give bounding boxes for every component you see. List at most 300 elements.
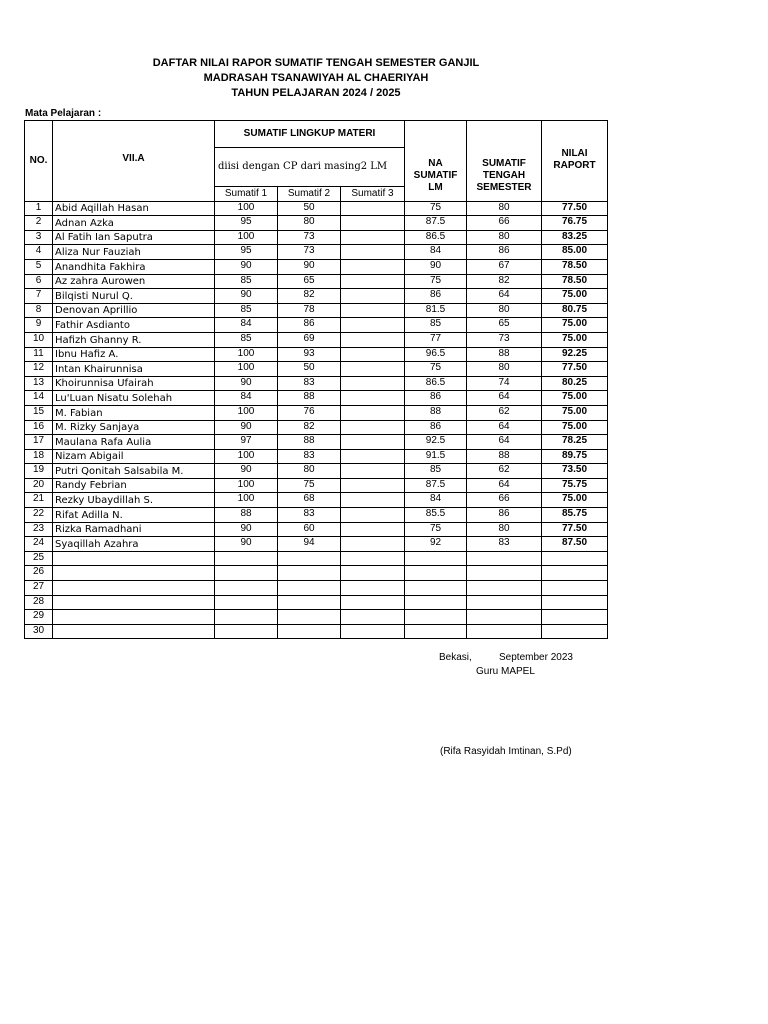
nilai-raport-score: 80.75 xyxy=(542,303,608,318)
sumatif-3-score xyxy=(341,522,405,537)
student-name: M. Fabian xyxy=(53,405,215,420)
sts-score: 64 xyxy=(467,391,542,406)
table-row xyxy=(25,624,608,639)
sts-score xyxy=(467,566,542,581)
sumatif-1-score: 100 xyxy=(215,362,278,377)
sumatif-2-score: 69 xyxy=(278,332,341,347)
na-sumatif-score xyxy=(405,551,467,566)
table-row xyxy=(25,435,608,450)
sumatif-3-score xyxy=(341,347,405,362)
student-name: Rizka Ramadhani xyxy=(53,522,215,537)
signature-role: Guru MAPEL xyxy=(476,666,535,677)
sumatif-3-score xyxy=(341,478,405,493)
sumatif-1-score: 90 xyxy=(215,537,278,552)
sumatif-1-score: 90 xyxy=(215,464,278,479)
sumatif-2-score: 86 xyxy=(278,318,341,333)
row-number: 28 xyxy=(25,595,53,610)
na-sumatif-score: 81.5 xyxy=(405,303,467,318)
student-name: Rezky Ubaydillah S. xyxy=(53,493,215,508)
sumatif-1-score: 97 xyxy=(215,435,278,450)
student-name: Randy Febrian xyxy=(53,478,215,493)
student-name: Putri Qonitah Salsabila M. xyxy=(53,464,215,479)
sumatif-1-score xyxy=(215,566,278,581)
na-sumatif-score: 75 xyxy=(405,274,467,289)
table-row xyxy=(25,289,608,304)
sumatif-3-score xyxy=(341,551,405,566)
sts-score xyxy=(467,624,542,639)
sumatif-1-score xyxy=(215,595,278,610)
student-name: Syaqillah Azahra xyxy=(53,537,215,552)
sumatif-3-score xyxy=(341,259,405,274)
student-name xyxy=(53,610,215,625)
student-name: Lu'Luan Nisatu Solehah xyxy=(53,391,215,406)
nilai-raport-score: 75.75 xyxy=(542,478,608,493)
document-title-block xyxy=(0,56,632,101)
nilai-raport-score: 77.50 xyxy=(542,201,608,216)
row-number: 2 xyxy=(25,216,53,231)
sumatif-2-score: 68 xyxy=(278,493,341,508)
student-name: Adnan Azka xyxy=(53,216,215,231)
na-sumatif-score xyxy=(405,566,467,581)
sumatif-1-score: 84 xyxy=(215,318,278,333)
row-number: 8 xyxy=(25,303,53,318)
sumatif-2-score: 50 xyxy=(278,201,341,216)
header-class: VII.A xyxy=(53,121,215,202)
sumatif-1-score xyxy=(215,610,278,625)
sumatif-1-score: 90 xyxy=(215,376,278,391)
sumatif-3-score xyxy=(341,508,405,523)
student-name xyxy=(53,595,215,610)
sumatif-3-score xyxy=(341,216,405,231)
sumatif-2-score: 88 xyxy=(278,391,341,406)
sumatif-1-score: 85 xyxy=(215,303,278,318)
row-number: 21 xyxy=(25,493,53,508)
grade-rows xyxy=(25,201,608,639)
na-sumatif-score: 86 xyxy=(405,391,467,406)
row-number: 12 xyxy=(25,362,53,377)
row-number: 4 xyxy=(25,245,53,260)
na-sumatif-score: 88 xyxy=(405,405,467,420)
na-sumatif-score: 92.5 xyxy=(405,435,467,450)
table-row xyxy=(25,259,608,274)
row-number: 10 xyxy=(25,332,53,347)
sts-score: 82 xyxy=(467,274,542,289)
table-row xyxy=(25,245,608,260)
na-sumatif-score xyxy=(405,610,467,625)
nilai-raport-score: 85.00 xyxy=(542,245,608,260)
nilai-raport-score: 75.00 xyxy=(542,391,608,406)
header-blank-na-top xyxy=(405,121,467,148)
sumatif-2-score: 65 xyxy=(278,274,341,289)
header-sumatif-tengah-semester xyxy=(467,148,542,202)
header-na-line-2: SUMATIF xyxy=(413,169,458,181)
sumatif-3-score xyxy=(341,201,405,216)
na-sumatif-score: 75 xyxy=(405,522,467,537)
nilai-raport-score: 78.50 xyxy=(542,274,608,289)
student-name: Aliza Nur Fauziah xyxy=(53,245,215,260)
sumatif-1-score: 100 xyxy=(215,478,278,493)
sumatif-3-score xyxy=(341,391,405,406)
nilai-raport-score xyxy=(542,624,608,639)
na-sumatif-score: 86 xyxy=(405,420,467,435)
table-row xyxy=(25,391,608,406)
sts-score: 88 xyxy=(467,347,542,362)
sumatif-3-score xyxy=(341,581,405,596)
sumatif-1-score xyxy=(215,551,278,566)
sumatif-1-score: 90 xyxy=(215,259,278,274)
sumatif-1-score: 100 xyxy=(215,347,278,362)
sumatif-2-score: 73 xyxy=(278,230,341,245)
sts-score: 64 xyxy=(467,435,542,450)
row-number: 9 xyxy=(25,318,53,333)
sumatif-2-score: 80 xyxy=(278,216,341,231)
row-number: 26 xyxy=(25,566,53,581)
row-number: 16 xyxy=(25,420,53,435)
table-row xyxy=(25,449,608,464)
na-sumatif-score: 85.5 xyxy=(405,508,467,523)
sumatif-2-score: 83 xyxy=(278,376,341,391)
sumatif-2-score: 75 xyxy=(278,478,341,493)
header-sumatif-3: Sumatif 3 xyxy=(341,187,405,202)
sts-score: 64 xyxy=(467,478,542,493)
sumatif-1-score: 90 xyxy=(215,522,278,537)
student-name: Al Fatih Ian Saputra xyxy=(53,230,215,245)
sumatif-3-score xyxy=(341,566,405,581)
header-na-line-1: NA xyxy=(428,157,443,169)
student-name: Nizam Abigail xyxy=(53,449,215,464)
nilai-raport-score: 92.25 xyxy=(542,347,608,362)
sts-score xyxy=(467,581,542,596)
row-number: 14 xyxy=(25,391,53,406)
row-number: 23 xyxy=(25,522,53,537)
title-line-1: DAFTAR NILAI RAPOR SUMATIF TENGAH SEMESTER GANJIL xyxy=(152,57,480,69)
student-name: Bilqisti Nurul Q. xyxy=(53,289,215,304)
nilai-raport-score xyxy=(542,551,608,566)
signature-place: Bekasi, xyxy=(439,652,472,663)
student-name: Abid Aqillah Hasan xyxy=(53,201,215,216)
sumatif-3-score xyxy=(341,610,405,625)
sumatif-1-score: 84 xyxy=(215,391,278,406)
table-row xyxy=(25,303,608,318)
row-number: 17 xyxy=(25,435,53,450)
header-sts-line-1: SUMATIF xyxy=(482,157,526,169)
table-row xyxy=(25,405,608,420)
sumatif-1-score: 95 xyxy=(215,216,278,231)
table-row xyxy=(25,537,608,552)
nilai-raport-score: 77.50 xyxy=(542,362,608,377)
nilai-raport-score: 87.50 xyxy=(542,537,608,552)
row-number: 18 xyxy=(25,449,53,464)
sumatif-2-score: 82 xyxy=(278,289,341,304)
na-sumatif-score: 96.5 xyxy=(405,347,467,362)
table-row xyxy=(25,551,608,566)
student-name: Rifat Adilla N. xyxy=(53,508,215,523)
sts-score: 64 xyxy=(467,289,542,304)
sts-score: 62 xyxy=(467,464,542,479)
sts-score: 86 xyxy=(467,245,542,260)
sumatif-2-score: 73 xyxy=(278,245,341,260)
sumatif-2-score xyxy=(278,610,341,625)
na-sumatif-score: 86.5 xyxy=(405,376,467,391)
sumatif-1-score: 88 xyxy=(215,508,278,523)
sumatif-2-score: 50 xyxy=(278,362,341,377)
sumatif-2-score: 78 xyxy=(278,303,341,318)
student-name xyxy=(53,551,215,566)
sumatif-3-score xyxy=(341,376,405,391)
sumatif-3-score xyxy=(341,405,405,420)
table-row xyxy=(25,362,608,377)
header-no: NO. xyxy=(25,121,53,202)
sumatif-1-score: 90 xyxy=(215,289,278,304)
student-name: Ibnu Hafiz A. xyxy=(53,347,215,362)
nilai-raport-score xyxy=(542,566,608,581)
student-name xyxy=(53,566,215,581)
sumatif-1-score: 100 xyxy=(215,493,278,508)
header-sts-line-3: SEMESTER xyxy=(476,181,532,193)
row-number: 29 xyxy=(25,610,53,625)
sts-score: 80 xyxy=(467,201,542,216)
header-sumatif-1: Sumatif 1 xyxy=(215,187,278,202)
table-row xyxy=(25,216,608,231)
sts-score: 74 xyxy=(467,376,542,391)
sts-score: 64 xyxy=(467,420,542,435)
header-nilai-raport-line-2: RAPORT xyxy=(553,160,596,171)
nilai-raport-score: 75.00 xyxy=(542,405,608,420)
na-sumatif-score xyxy=(405,581,467,596)
na-sumatif-score: 84 xyxy=(405,245,467,260)
header-sts-line-2: TENGAH xyxy=(482,169,526,181)
row-number: 27 xyxy=(25,581,53,596)
header-blank-sts-top xyxy=(467,121,542,148)
header-nilai-raport xyxy=(542,121,608,202)
sumatif-3-score xyxy=(341,274,405,289)
sumatif-3-score xyxy=(341,332,405,347)
sumatif-3-score xyxy=(341,245,405,260)
student-name: M. Rizky Sanjaya xyxy=(53,420,215,435)
sts-score: 65 xyxy=(467,318,542,333)
row-number: 20 xyxy=(25,478,53,493)
sumatif-2-score: 83 xyxy=(278,508,341,523)
sts-score: 86 xyxy=(467,508,542,523)
table-row xyxy=(25,274,608,289)
table-row xyxy=(25,201,608,216)
sts-score xyxy=(467,551,542,566)
sts-score: 67 xyxy=(467,259,542,274)
sts-score: 80 xyxy=(467,522,542,537)
na-sumatif-score: 77 xyxy=(405,332,467,347)
student-name: Maulana Rafa Aulia xyxy=(53,435,215,450)
table-row xyxy=(25,420,608,435)
title-line-3: TAHUN PELAJARAN 2024 / 2025 xyxy=(231,87,401,99)
nilai-raport-score: 78.50 xyxy=(542,259,608,274)
na-sumatif-score: 86.5 xyxy=(405,230,467,245)
sumatif-1-score: 95 xyxy=(215,245,278,260)
student-name xyxy=(53,624,215,639)
student-name: Fathir Asdianto xyxy=(53,318,215,333)
row-number: 1 xyxy=(25,201,53,216)
row-number: 6 xyxy=(25,274,53,289)
na-sumatif-score: 90 xyxy=(405,259,467,274)
row-number: 11 xyxy=(25,347,53,362)
sumatif-2-score xyxy=(278,624,341,639)
sumatif-2-score: 83 xyxy=(278,449,341,464)
subject-label: Mata Pelajaran : xyxy=(25,108,102,119)
table-row xyxy=(25,478,608,493)
sts-score: 62 xyxy=(467,405,542,420)
student-name: Intan Khairunnisa xyxy=(53,362,215,377)
nilai-raport-score: 73.50 xyxy=(542,464,608,479)
na-sumatif-score xyxy=(405,624,467,639)
sumatif-2-score: 82 xyxy=(278,420,341,435)
sumatif-3-score xyxy=(341,537,405,552)
sts-score: 80 xyxy=(467,362,542,377)
title-line-2: MADRASAH TSANAWIYAH AL CHAERIYAH xyxy=(203,72,429,84)
table-row xyxy=(25,376,608,391)
sumatif-1-score xyxy=(215,581,278,596)
sumatif-3-score xyxy=(341,464,405,479)
sumatif-1-score: 100 xyxy=(215,449,278,464)
sts-score xyxy=(467,610,542,625)
row-number: 30 xyxy=(25,624,53,639)
header-nilai-raport-line-1: NILAI xyxy=(561,148,588,159)
sumatif-3-score xyxy=(341,449,405,464)
sumatif-1-score: 100 xyxy=(215,405,278,420)
nilai-raport-score: 80.25 xyxy=(542,376,608,391)
student-name: Hafizh Ghanny R. xyxy=(53,332,215,347)
na-sumatif-score xyxy=(405,595,467,610)
nilai-raport-score: 89.75 xyxy=(542,449,608,464)
table-row xyxy=(25,566,608,581)
row-number: 25 xyxy=(25,551,53,566)
sts-score xyxy=(467,595,542,610)
sumatif-2-score: 76 xyxy=(278,405,341,420)
na-sumatif-score: 75 xyxy=(405,362,467,377)
header-na-line-3: LM xyxy=(428,181,443,193)
na-sumatif-score: 91.5 xyxy=(405,449,467,464)
sumatif-1-score: 90 xyxy=(215,420,278,435)
na-sumatif-score: 87.5 xyxy=(405,216,467,231)
na-sumatif-score: 75 xyxy=(405,201,467,216)
table-row xyxy=(25,332,608,347)
sumatif-3-score xyxy=(341,318,405,333)
sts-score: 80 xyxy=(467,230,542,245)
signature-name: (Rifa Rasyidah Imtinan, S.Pd) xyxy=(440,746,572,757)
sumatif-2-score xyxy=(278,595,341,610)
sts-score: 88 xyxy=(467,449,542,464)
na-sumatif-score: 92 xyxy=(405,537,467,552)
header-sumatif-group: SUMATIF LINGKUP MATERI xyxy=(215,121,405,148)
sumatif-1-score: 100 xyxy=(215,230,278,245)
nilai-raport-score: 75.00 xyxy=(542,318,608,333)
table-row xyxy=(25,522,608,537)
sumatif-1-score: 85 xyxy=(215,274,278,289)
student-name: Denovan Aprillio xyxy=(53,303,215,318)
sumatif-2-score: 93 xyxy=(278,347,341,362)
sumatif-1-score xyxy=(215,624,278,639)
sumatif-1-score: 100 xyxy=(215,201,278,216)
nilai-raport-score: 75.00 xyxy=(542,420,608,435)
sumatif-3-score xyxy=(341,420,405,435)
table-row xyxy=(25,595,608,610)
nilai-raport-score: 76.75 xyxy=(542,216,608,231)
nilai-raport-score xyxy=(542,581,608,596)
row-number: 22 xyxy=(25,508,53,523)
row-number: 24 xyxy=(25,537,53,552)
na-sumatif-score: 86 xyxy=(405,289,467,304)
na-sumatif-score: 85 xyxy=(405,318,467,333)
sumatif-2-score: 90 xyxy=(278,259,341,274)
nilai-raport-score xyxy=(542,610,608,625)
sumatif-2-score xyxy=(278,566,341,581)
table-row xyxy=(25,347,608,362)
sts-score: 66 xyxy=(467,216,542,231)
sumatif-2-score xyxy=(278,581,341,596)
student-name xyxy=(53,581,215,596)
nilai-raport-score: 75.00 xyxy=(542,332,608,347)
row-number: 5 xyxy=(25,259,53,274)
sumatif-2-score: 94 xyxy=(278,537,341,552)
nilai-raport-score: 83.25 xyxy=(542,230,608,245)
student-name: Khoirunnisa Ufairah xyxy=(53,376,215,391)
sumatif-2-score: 60 xyxy=(278,522,341,537)
student-name: Anandhita Fakhira xyxy=(53,259,215,274)
nilai-raport-score: 75.00 xyxy=(542,289,608,304)
table-row xyxy=(25,508,608,523)
signature-date: September 2023 xyxy=(499,652,573,663)
sumatif-3-score xyxy=(341,493,405,508)
group-note: diisi dengan CP dari masing2 LM xyxy=(215,148,405,187)
row-number: 7 xyxy=(25,289,53,304)
sumatif-2-score: 80 xyxy=(278,464,341,479)
sts-score: 66 xyxy=(467,493,542,508)
table-row xyxy=(25,581,608,596)
sts-score: 80 xyxy=(467,303,542,318)
sumatif-3-score xyxy=(341,362,405,377)
sumatif-2-score: 88 xyxy=(278,435,341,450)
sumatif-3-score xyxy=(341,289,405,304)
nilai-raport-score: 77.50 xyxy=(542,522,608,537)
na-sumatif-score: 84 xyxy=(405,493,467,508)
nilai-raport-score: 78.25 xyxy=(542,435,608,450)
row-number: 19 xyxy=(25,464,53,479)
sumatif-1-score: 85 xyxy=(215,332,278,347)
grades-table xyxy=(24,120,608,639)
sumatif-3-score xyxy=(341,303,405,318)
sumatif-2-score xyxy=(278,551,341,566)
nilai-raport-score: 85.75 xyxy=(542,508,608,523)
na-sumatif-score: 85 xyxy=(405,464,467,479)
row-number: 15 xyxy=(25,405,53,420)
sumatif-3-score xyxy=(341,435,405,450)
sumatif-3-score xyxy=(341,624,405,639)
table-row xyxy=(25,493,608,508)
header-sumatif-2: Sumatif 2 xyxy=(278,187,341,202)
table-row xyxy=(25,610,608,625)
nilai-raport-score: 75.00 xyxy=(542,493,608,508)
na-sumatif-score: 87.5 xyxy=(405,478,467,493)
sts-score: 83 xyxy=(467,537,542,552)
sumatif-3-score xyxy=(341,595,405,610)
sts-score: 73 xyxy=(467,332,542,347)
table-row xyxy=(25,464,608,479)
table-row xyxy=(25,318,608,333)
row-number: 3 xyxy=(25,230,53,245)
row-number: 13 xyxy=(25,376,53,391)
header-na-sumatif xyxy=(405,148,467,202)
student-name: Az zahra Aurowen xyxy=(53,274,215,289)
nilai-raport-score xyxy=(542,595,608,610)
table-row xyxy=(25,230,608,245)
